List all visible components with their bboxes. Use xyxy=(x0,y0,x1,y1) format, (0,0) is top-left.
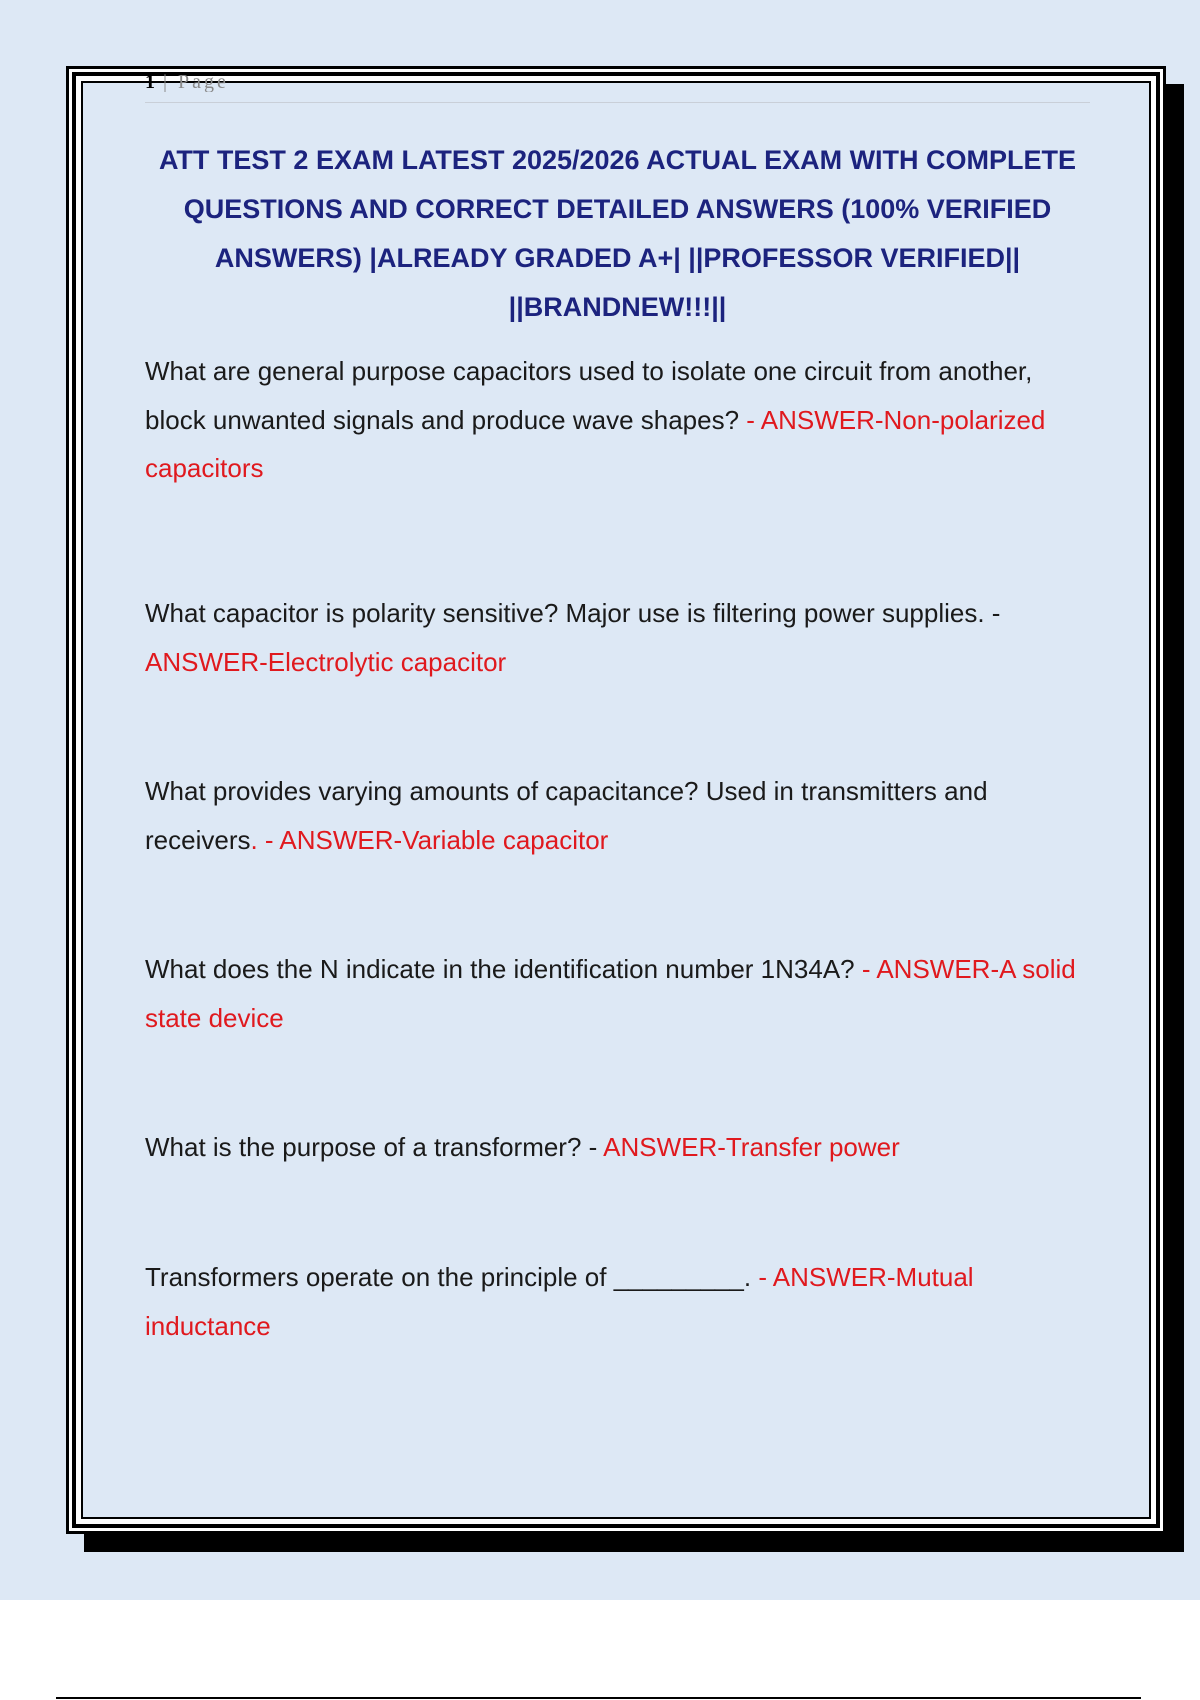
answer-text: ANSWER-Transfer power xyxy=(603,1132,900,1162)
qa-list xyxy=(145,347,1090,1350)
question-text: What is the purpose of a transformer? - xyxy=(145,1132,604,1162)
answer-text: - ANSWER-Non-polarized capacitors xyxy=(145,404,1046,483)
answer-text: - ANSWER-A solid state device xyxy=(145,954,1076,1033)
qa-item xyxy=(145,347,1090,589)
question-text: What does the N indicate in the identification number 1N34A? xyxy=(145,954,862,984)
page-header xyxy=(145,72,229,92)
page-separator: | xyxy=(155,72,179,92)
question-text: What capacitor is polarity sensitive? Major use is filtering power supplies. - xyxy=(145,598,1001,628)
answer-text: ANSWER-Electrolytic capacitor xyxy=(145,646,507,677)
qa-item xyxy=(145,945,1090,1123)
question-text: What provides varying amounts of capacitance? Used in transmitters and receivers xyxy=(145,776,988,855)
footer-rule xyxy=(56,1697,1141,1699)
header-divider xyxy=(145,102,1090,103)
document-title: ATT TEST 2 EXAM LATEST 2025/2026 ACTUAL EXAM WITH COMPLETE QUESTIONS AND CORRECT DETAILED ANSWERS (100% VERIFIED ANSWERS) |ALREADY GRADED A+| ||PROFESSOR VERIFIED|| ||BRANDNEW!!!|| xyxy=(158,145,1077,322)
page-number: 1 xyxy=(145,72,155,92)
qa-item xyxy=(145,1123,1090,1253)
qa-item xyxy=(145,589,1090,767)
qa-item xyxy=(145,1253,1090,1350)
page-label: Page xyxy=(178,72,229,92)
document-body xyxy=(145,136,1090,1350)
qa-item xyxy=(145,767,1090,945)
question-text: Transformers operate on the principle of _________. xyxy=(145,1262,759,1292)
question-text: What are general purpose capacitors used to isolate one circuit from another, block unwanted signals and produce wave shapes? xyxy=(145,356,1033,435)
answer-text: - ANSWER-Mutual inductance xyxy=(145,1262,974,1341)
answer-text: . - ANSWER-Variable capacitor xyxy=(250,824,609,855)
